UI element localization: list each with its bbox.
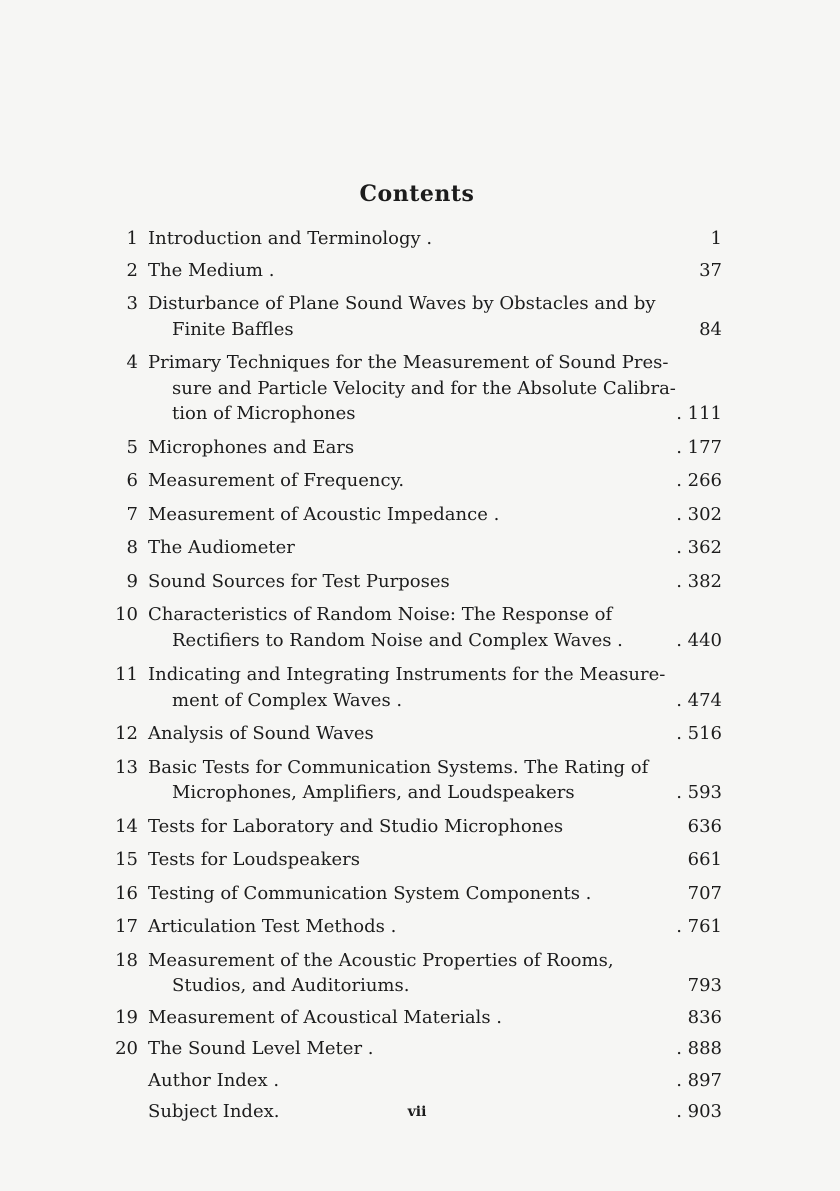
page-number: 836 [687,1006,722,1028]
chapter-title [148,1036,658,1062]
page-number: 37 [699,259,722,281]
page-number: . 474 [676,689,722,711]
chapter-number: 14 [115,815,138,837]
page-number: 661 [687,849,722,870]
chapter-title-line: ment of Complex Waves . [172,689,403,711]
chapter-number: 2 [126,259,138,281]
chapter-title-line: Measurement of Acoustic Impedance . [148,503,500,525]
chapter-number: 16 [115,882,138,904]
toc-entry[interactable] [100,468,722,494]
chapter-title-line: Measurement of Acoustical Materials . [148,1006,502,1028]
toc-entry[interactable] [100,847,722,873]
toc-entry[interactable] [100,569,722,595]
chapter-title [148,814,658,840]
page-number: . 111 [676,403,722,424]
chapter-title [148,1068,658,1094]
chapter-title-line: Author Index . [148,1069,280,1091]
page-number: . 302 [676,503,722,525]
chapter-title [148,435,658,461]
page-number: . 761 [676,916,722,937]
chapter-number: 10 [115,604,138,625]
page-number: . 903 [676,1101,722,1122]
page-number: 636 [687,815,722,837]
chapter-number: 4 [126,352,138,373]
chapter-number: 7 [126,503,138,525]
chapter-title-line: Finite Baffles [172,318,294,340]
toc-entry[interactable] [100,662,722,713]
page-number: . 362 [676,537,722,558]
chapter-number: 5 [126,436,138,458]
page-number: . 888 [676,1038,722,1059]
chapter-number: 9 [126,570,138,592]
page-number: . 440 [676,629,722,651]
chapter-title [148,881,658,907]
chapter-title [148,258,658,284]
chapter-number: 17 [115,916,138,937]
chapter-number: 19 [115,1006,138,1028]
chapter-title-line: Indicating and Integrating Instruments for the Measure- [148,664,666,685]
chapter-title [148,662,666,713]
chapter-number: 18 [115,949,138,971]
page-title: Contents [359,181,475,207]
chapter-title-line: tion of Microphones [172,403,356,424]
chapter-title-line: Sound Sources for Test Purposes [148,570,450,592]
chapter-title-line: Analysis of Sound Waves [148,723,374,744]
chapter-number: 11 [115,664,138,685]
chapter-title [148,535,658,561]
chapter-title-line: Tests for Loudspeakers [148,849,360,870]
toc-entry[interactable] [100,948,722,999]
chapter-title [148,914,658,940]
page-number: . 897 [676,1069,722,1091]
page-number: . 593 [676,782,722,803]
chapter-title [148,1005,658,1031]
chapter-number: 8 [126,537,138,558]
chapter-title-line: Basic Tests for Communication Systems. The Rating of [148,756,649,778]
chapter-title-line: Microphones and Ears [148,436,355,458]
page-number: . 266 [676,470,722,491]
chapter-title [148,948,658,999]
chapter-number: 1 [126,228,138,249]
chapter-title [148,755,658,806]
chapter-title-line: Tests for Laboratory and Studio Microphones [148,815,564,837]
page-number: . 177 [676,436,722,458]
chapter-title-line: Characteristics of Random Noise: The Response of [148,604,613,625]
toc-entry[interactable] [100,291,722,342]
page-number: . 382 [676,570,722,592]
chapter-title [148,602,658,653]
chapter-title-line: Primary Techniques for the Measurement of Sound Pres- [148,352,669,373]
toc-entry[interactable] [100,721,722,747]
chapter-title-line: The Medium . [148,259,275,281]
chapter-title-line: Studios, and Auditoriums. [172,975,410,996]
chapter-title-line: Subject Index. [148,1101,280,1122]
toc-entry[interactable] [100,755,722,806]
chapter-title-line: The Audiometer [148,537,295,558]
chapter-number: 13 [115,756,138,778]
chapter-title [148,502,658,528]
toc-entry[interactable] [100,881,722,907]
table-of-contents [100,226,722,1131]
page-number: 707 [687,882,722,904]
chapter-title-line: sure and Particle Velocity and for the Absolute Calibra- [172,377,676,399]
page-number: 84 [699,318,722,340]
chapter-number: 12 [115,723,138,744]
page-number: 1 [710,228,722,249]
chapter-title-line: Disturbance of Plane Sound Waves by Obstacles and by [148,293,656,314]
chapter-title-line: Measurement of the Acoustic Properties of Rooms, [148,949,614,971]
toc-entry[interactable] [100,1068,722,1094]
page-number: 793 [687,975,722,996]
chapter-title-line: The Sound Level Meter . [148,1038,374,1059]
chapter-title [148,721,658,747]
toc-entry[interactable] [100,814,722,840]
toc-entry[interactable] [100,1036,722,1062]
toc-entry[interactable] [100,1005,722,1031]
toc-entry[interactable] [100,226,722,252]
chapter-title-line: Measurement of Frequency. [148,470,405,491]
chapter-title [148,847,658,873]
chapter-title [148,350,676,427]
chapter-title-line: Rectifiers to Random Noise and Complex Waves . [172,629,623,651]
chapter-title-line: Introduction and Terminology . [148,228,433,249]
chapter-title [148,226,658,252]
chapter-title-line: Articulation Test Methods . [148,916,397,937]
chapter-title-line: Microphones, Amplifiers, and Loudspeakers [172,782,575,803]
page-folio: vii [407,1104,427,1120]
toc-entry[interactable] [100,602,722,653]
chapter-title-line: Testing of Communication System Components . [148,882,592,904]
toc-entry[interactable] [100,350,722,427]
page-number: . 516 [676,723,722,744]
toc-entry[interactable] [100,535,722,561]
toc-entry[interactable] [100,435,722,461]
chapter-number: 3 [126,293,138,314]
chapter-title [148,569,658,595]
chapter-title [148,291,658,342]
chapter-title [148,468,658,494]
toc-entry[interactable] [100,914,722,940]
chapter-number: 20 [115,1038,138,1059]
chapter-number: 6 [126,470,138,491]
toc-entry[interactable] [100,502,722,528]
chapter-number: 15 [115,849,138,870]
toc-entry[interactable] [100,258,722,284]
